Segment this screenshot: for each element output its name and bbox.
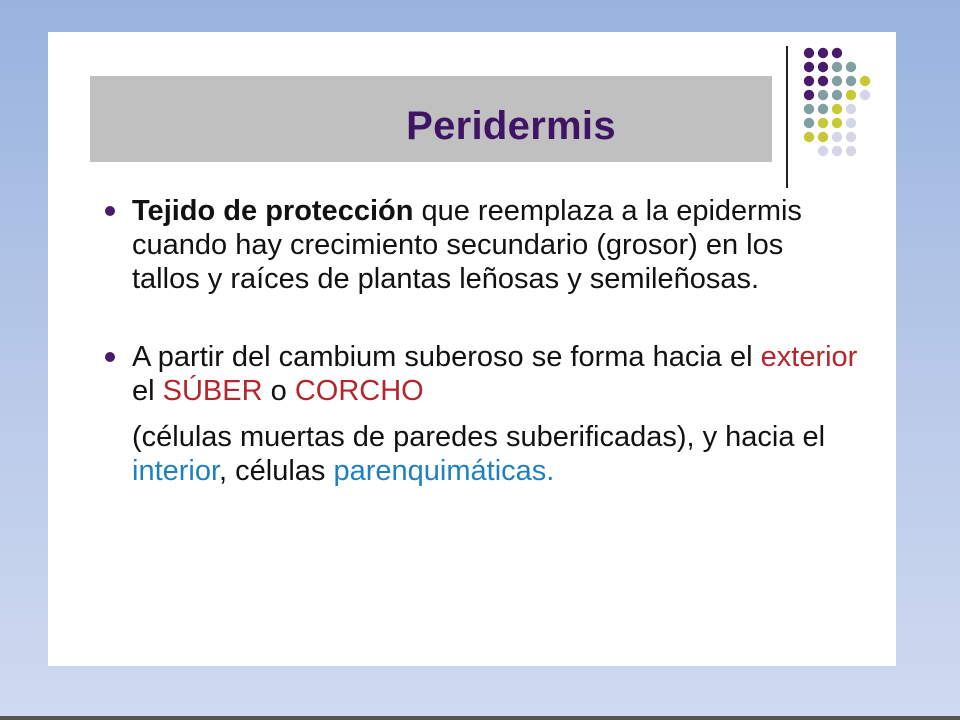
- bullet-dot-icon: [105, 206, 115, 216]
- decorative-dot: [846, 132, 856, 142]
- decorative-dot: [804, 48, 814, 58]
- bullet-2: [98, 340, 858, 488]
- decorative-dot: [860, 90, 870, 100]
- bullet-1: [98, 194, 858, 296]
- bullet-2-corcho: CORCHO: [294, 375, 424, 407]
- bullet-2-parenquimaticas: parenquimáticas.: [333, 455, 555, 487]
- decorative-dot: [832, 76, 842, 86]
- bottom-edge-bar: [0, 716, 960, 720]
- bullet-2-el: el: [132, 375, 163, 407]
- slide: [48, 32, 896, 666]
- decorative-dot: [804, 62, 814, 72]
- bullet-2-exterior: exterior: [760, 341, 858, 373]
- title-bar: [90, 76, 772, 162]
- decorative-dot: [804, 90, 814, 100]
- decorative-dot: [832, 62, 842, 72]
- decorative-dot: [832, 132, 842, 142]
- decorative-dot: [832, 146, 842, 156]
- bullet-2-paragraph-2: [132, 420, 858, 488]
- decorative-dot: [846, 62, 856, 72]
- decorative-vertical-line: [786, 46, 788, 188]
- decorative-dot: [846, 90, 856, 100]
- decorative-dot: [804, 76, 814, 86]
- decorative-dot: [818, 104, 828, 114]
- decorative-dot: [818, 132, 828, 142]
- decorative-dot: [804, 118, 814, 128]
- bullet-2-suber: SÚBER: [162, 375, 263, 407]
- decorative-dot: [832, 90, 842, 100]
- slide-title: Peridermis: [406, 103, 616, 148]
- slide-content: [98, 194, 858, 488]
- bullet-2-o: o: [262, 375, 295, 407]
- decorative-dot: [818, 90, 828, 100]
- decorative-dot: [818, 62, 828, 72]
- decorative-dot: [832, 48, 842, 58]
- decorative-dot: [832, 104, 842, 114]
- decorative-dot: [846, 146, 856, 156]
- bullet-dot-icon: [105, 352, 115, 362]
- bullet-2-line1: A partir del cambium suberoso se forma hacia el: [132, 341, 761, 373]
- bullet-1-bold: Tejido de protección: [132, 195, 414, 227]
- decorative-dot: [818, 48, 828, 58]
- decorative-dot: [818, 146, 828, 156]
- decorative-dot: [860, 76, 870, 86]
- decorative-dot: [818, 118, 828, 128]
- decorative-dot: [832, 118, 842, 128]
- bullet-1-text: que reemplaza a la epidermis cuando hay crecimiento secundario (grosor) en los tallos y raíces de plantas leñosas y semileñosas.: [132, 195, 802, 295]
- bullet-2-celulas: , células: [219, 455, 334, 487]
- bullet-2-interior: interior: [132, 455, 220, 487]
- decorative-dot: [804, 132, 814, 142]
- decorative-dot: [804, 104, 814, 114]
- decorative-dot: [846, 104, 856, 114]
- decorative-dot: [846, 76, 856, 86]
- bullet-2-para2-start: (células muertas de paredes suberificadas), y hacia el: [132, 421, 826, 453]
- decorative-dot: [846, 118, 856, 128]
- decorative-dot: [818, 76, 828, 86]
- decorative-dot-grid: [802, 46, 886, 166]
